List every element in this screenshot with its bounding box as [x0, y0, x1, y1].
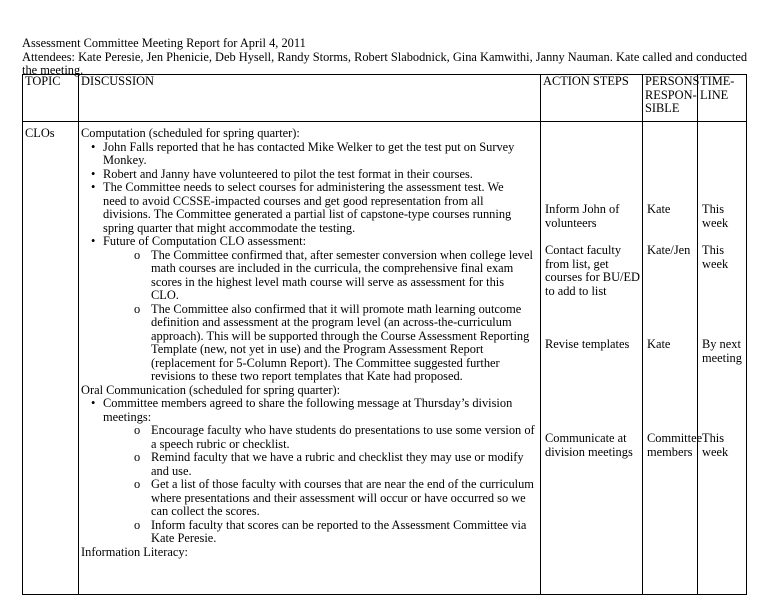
list-item: • The Committee needs to select courses for administering the assessment test. We need to avoid CCSSE-impacted courses and get good representation from all divisions. The Committee generated a partial list of capstone-type courses running spring quarter that might accommodate the testing.: [91, 180, 512, 235]
list-item: o The Committee also confirmed that it will promote math learning outcome definition and assessment at the program level (an across-the-curriculum approach). This will be supported through the Course Assessment Reporting Template (new, not yet in use) and the Program Assessment Report (replacement for 5-Column Report). The Committee suggested further revisions to these two report templates that Kate had proposed.: [134, 301, 530, 383]
person-responsible: Kate/Jen: [647, 243, 691, 257]
report-title: Assessment Committee Meeting Report for April 4, 2011: [22, 36, 306, 50]
col-header-discussion: DISCUSSION: [79, 75, 541, 122]
action-steps-cell: [541, 122, 643, 595]
report-header: [22, 36, 748, 78]
sub-bullet-icon: o: [134, 477, 141, 491]
timeline-entry: This week: [702, 243, 729, 271]
list-item: o Inform faculty that scores can be reported to the Assessment Committee via Kate Peresie.: [134, 517, 527, 545]
bullet-list: [81, 397, 538, 424]
sub-bullet-icon: o: [134, 423, 141, 437]
sub-list: [81, 424, 538, 546]
bullet-icon: •: [91, 234, 96, 248]
action-step: Inform John of volunteers: [545, 202, 620, 230]
list-item: • John Falls reported that he has contacted Mike Welker to get the test put on Survey Monkey.: [91, 139, 515, 167]
sub-bullet-icon: o: [134, 517, 141, 532]
sub-bullet-icon: o: [134, 247, 141, 262]
timeline-cell: [698, 122, 747, 595]
list-item: • Robert and Janny have volunteered to pilot the test format in their courses.: [91, 166, 473, 181]
col-header-topic: TOPIC: [23, 75, 79, 122]
col-header-action-steps: ACTION STEPS: [541, 75, 643, 122]
bullet-list: [81, 141, 538, 249]
timeline-entry: This week: [702, 431, 729, 459]
list-item: o Remind faculty that we have a rubric and checklist they may use or modify and use.: [134, 450, 524, 478]
col-header-persons: PERSONS RESPON- SIBLE: [643, 75, 698, 122]
bullet-icon: •: [91, 166, 96, 181]
person-responsible: Kate: [647, 202, 671, 216]
timeline-entry: This week: [702, 202, 729, 230]
attendees-line: the meeting.: [22, 63, 84, 77]
list-item: o Encourage faculty who have students do presentations to use some version of a speech rubric or checklist.: [134, 423, 535, 451]
sub-bullet-icon: o: [134, 450, 141, 464]
table-header-row: [23, 75, 747, 122]
report-table: [22, 74, 747, 595]
list-item: • Future of Computation CLO assessment:: [91, 234, 307, 248]
timeline-entry: By next meeting: [702, 337, 742, 365]
attendees-line: Attendees: Kate Peresie, Jen Phenicie, Deb Hysell, Randy Storms, Robert Slabodnick, Gina Kamwithi, Janny Nauman. Kate called and conducted: [22, 49, 748, 64]
table-row: [23, 122, 747, 595]
persons-cell: [643, 122, 703, 595]
action-step: Contact faculty from list, get courses for BU/ED to add to list: [545, 243, 640, 298]
section-heading: Oral Communication (scheduled for spring quarter):: [81, 382, 341, 397]
col-header-timeline: TIME- LINE: [698, 75, 747, 122]
bullet-icon: •: [91, 396, 96, 410]
action-step: Revise templates: [545, 337, 630, 351]
list-item: o Get a list of those faculty with courses that are near the end of the curriculum where presentations and their assessment will occur or have occurred so we can collect the scores.: [134, 477, 534, 518]
action-step: Communicate at division meetings: [545, 431, 633, 459]
person-responsible: Kate: [647, 337, 671, 351]
sub-bullet-icon: o: [134, 301, 141, 316]
list-item: o The Committee confirmed that, after semester conversion when college level math courses are included in the curricula, the comprehensive final exam scores in the highest level math course will serve as assessment for this CLO.: [134, 247, 533, 302]
person-responsible: Committee members: [647, 431, 703, 459]
topic-cell: [23, 122, 79, 595]
list-item: • Committee members agreed to share the following message at Thursday’s division meetings:: [91, 396, 513, 424]
sub-list: [81, 249, 538, 384]
bullet-icon: •: [91, 180, 96, 194]
bullet-icon: •: [91, 139, 96, 154]
section-heading: Information Literacy:: [81, 544, 188, 559]
discussion-cell: [79, 122, 541, 595]
section-heading: Computation (scheduled for spring quarter):: [81, 126, 300, 140]
topic-label: CLOs: [25, 126, 55, 140]
